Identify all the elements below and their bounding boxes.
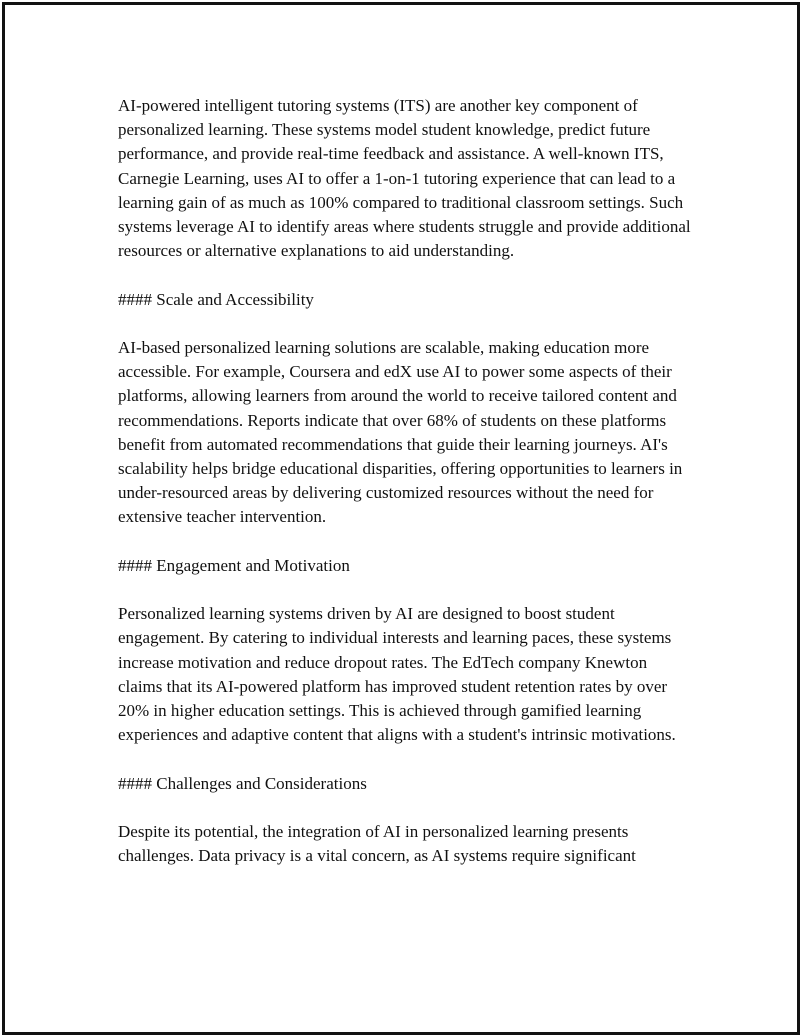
paragraph-intelligent-tutoring: AI-powered intelligent tutoring systems (ITS) are another key component of personalized learning. These systems model student knowledge, predict future performance, and provide real-time feedback and assistance. A well-known ITS, Carnegie Learning, uses AI to offer a 1-on-1 tutoring experience that can lead to a learning gain of as much as 100% compared to traditional classroom settings. Such systems leverage AI to identify areas where students struggle and provide additional resources or alternative explanations to aid understanding. [118,96,691,261]
heading-challenges-considerations: #### Challenges and Considerations [118,773,367,793]
paragraph-scale-accessibility: AI-based personalized learning solutions are scalable, making education more accessible. For example, Coursera and edX use AI to power some aspects of their platforms, allowing learners from around the world to receive tailored content and recommendations. Reports indicate that over 68% of students on these platforms benefit from automated recommendations that guide their learning journeys. AI's scalability helps bridge educational disparities, offering opportunities to learners in under-resourced areas by delivering customized resources without the need for extensive teacher intervention. [118,338,683,527]
heading-scale-accessibility: #### Scale and Accessibility [118,289,314,309]
heading-engagement-motivation: #### Engagement and Motivation [118,555,350,575]
paragraph-challenges-considerations: Despite its potential, the integration of AI in personalized learning presents challenges. Data privacy is a vital concern, as AI systems require significant [118,822,636,866]
document-body [118,94,692,893]
paragraph-engagement-motivation: Personalized learning systems driven by AI are designed to boost student engagement. By catering to individual interests and learning paces, these systems increase motivation and reduce dropout rates. The EdTech company Knewton claims that its AI-powered platform has improved student retention rates by over 20% in higher education settings. This is achieved through gamified learning experiences and adaptive content that aligns with a student's intrinsic motivations. [118,604,676,745]
